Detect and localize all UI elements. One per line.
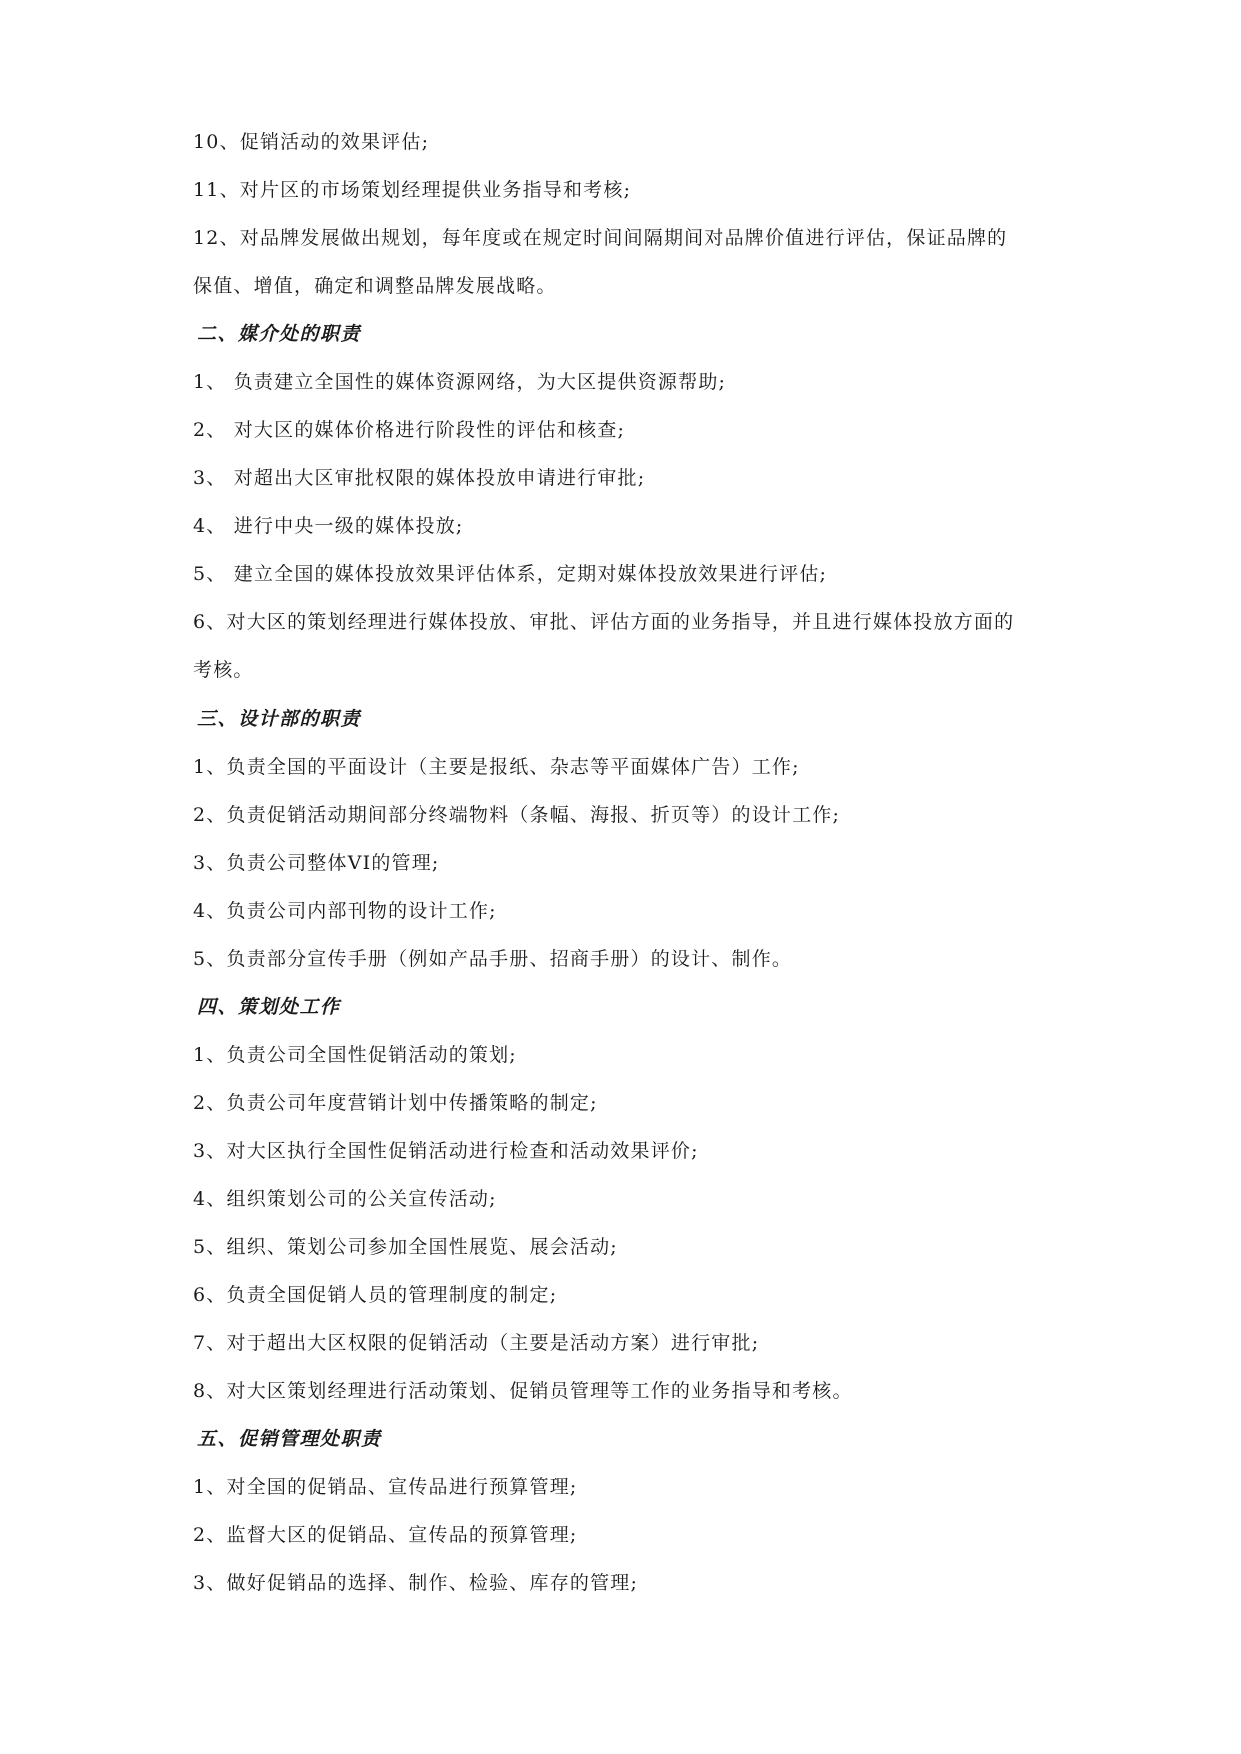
list-item: 10、促销活动的效果评估;	[193, 131, 430, 153]
section-heading: 三、设计部的职责	[197, 708, 362, 730]
section-heading: 四、策划处工作	[197, 996, 341, 1018]
section-heading: 二、媒介处的职责	[197, 323, 362, 345]
list-item: 2、监督大区的促销品、宣传品的预算管理;	[193, 1524, 578, 1546]
list-item: 5、组织、策划公司参加全国性展览、展会活动;	[193, 1236, 618, 1258]
list-item: 1、负责全国的平面设计（主要是报纸、杂志等平面媒体广告）工作;	[193, 756, 800, 778]
list-item: 保值、增值，确定和调整品牌发展战略。	[193, 275, 557, 297]
list-item: 2、负责公司年度营销计划中传播策略的制定;	[193, 1092, 598, 1114]
list-item: 4、组织策划公司的公关宣传活动;	[193, 1188, 497, 1210]
list-item: 5、负责部分宣传手册（例如产品手册、招商手册）的设计、制作。	[193, 948, 793, 970]
list-item: 考核。	[193, 659, 254, 681]
list-item: 2、负责促销活动期间部分终端物料（条幅、海报、折页等）的设计工作;	[193, 804, 841, 826]
list-item: 4、负责公司内部刊物的设计工作;	[193, 900, 497, 922]
list-item: 12、对品牌发展做出规划，每年度或在规定时间间隔期间对品牌价值进行评估，保证品牌的	[193, 227, 1008, 249]
list-item: 6、负责全国促销人员的管理制度的制定;	[193, 1284, 558, 1306]
list-item: 2、 对大区的媒体价格进行阶段性的评估和核查;	[193, 419, 626, 441]
list-item: 11、对片区的市场策划经理提供业务指导和考核;	[193, 179, 632, 201]
list-item: 1、 负责建立全国性的媒体资源网络，为大区提供资源帮助;	[193, 371, 727, 393]
list-item: 3、做好促销品的选择、制作、检验、库存的管理;	[193, 1572, 639, 1594]
list-item: 5、 建立全国的媒体投放效果评估体系，定期对媒体投放效果进行评估;	[193, 563, 828, 585]
list-item: 3、负责公司整体VI的管理;	[193, 852, 440, 874]
list-item: 1、对全国的促销品、宣传品进行预算管理;	[193, 1476, 578, 1498]
list-item: 8、对大区策划经理进行活动策划、促销员管理等工作的业务指导和考核。	[193, 1380, 853, 1402]
list-item: 7、对于超出大区权限的促销活动（主要是活动方案）进行审批;	[193, 1332, 760, 1354]
list-item: 1、负责公司全国性促销活动的策划;	[193, 1044, 517, 1066]
list-item: 3、对大区执行全国性促销活动进行检查和活动效果评价;	[193, 1140, 699, 1162]
section-heading: 五、促销管理处职责	[197, 1428, 382, 1450]
list-item: 3、 对超出大区审批权限的媒体投放申请进行审批;	[193, 467, 646, 489]
list-item: 4、 进行中央一级的媒体投放;	[193, 515, 464, 537]
list-item: 6、对大区的策划经理进行媒体投放、审批、评估方面的业务指导，并且进行媒体投放方面的	[193, 611, 1015, 633]
